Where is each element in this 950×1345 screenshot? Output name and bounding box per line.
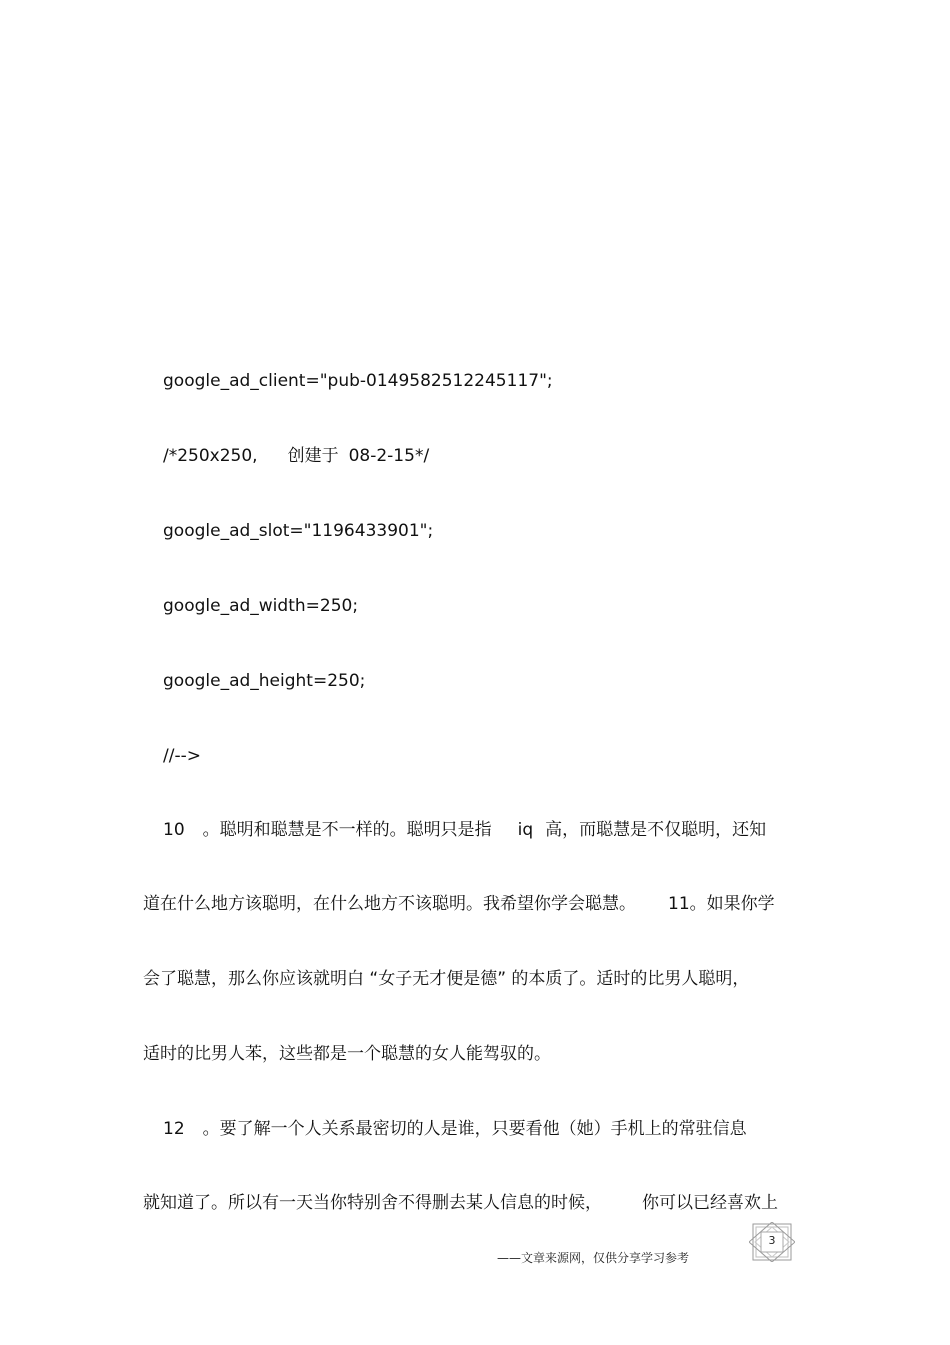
- paragraph-text: 。聪明和聪慧是不一样的。聪明只是指: [202, 820, 492, 840]
- paragraph-text: 。如果你学: [689, 894, 775, 914]
- paragraph-text: 道在什么地方该聪明，在什么地方不该聪明。我希望你学会聪慧。: [143, 894, 636, 914]
- item-number: 12: [163, 1119, 185, 1139]
- code-text: /*250x250,: [163, 446, 258, 466]
- paragraph-11-line-3: [143, 968, 749, 990]
- paragraph-10-line-1: [163, 819, 766, 841]
- paragraph-text: 你可以已经喜欢上: [642, 1193, 778, 1213]
- code-line-ad-height: [163, 670, 365, 692]
- code-line-ad-width: [163, 595, 358, 617]
- code-text: //-->: [163, 746, 201, 766]
- code-text: google_ad_slot="1196433901";: [163, 521, 434, 541]
- code-line-comment: [163, 445, 429, 467]
- code-text: 创建于: [287, 446, 339, 466]
- code-text: google_ad_width=250;: [163, 596, 359, 616]
- page-number-badge: [749, 1222, 795, 1262]
- code-text: google_ad_client="pub-0149582512245117";: [163, 371, 553, 391]
- footer-source-note: ——文章来源网，仅供分享学习参考: [497, 1251, 690, 1265]
- paragraph-11-line-4: [143, 1043, 551, 1065]
- paragraph-text: 适时的比男人苯，这些都是一个聪慧的女人能驾驭的。: [143, 1044, 551, 1064]
- page-number: 3: [768, 1234, 776, 1247]
- item-number: 11: [668, 894, 690, 914]
- item-number: 10: [163, 820, 185, 840]
- code-text: google_ad_height=250;: [163, 671, 366, 691]
- paragraph-text: iq: [517, 820, 534, 840]
- code-line-end: [163, 745, 201, 767]
- paragraph-text: 就知道了。所以有一天当你特别舍不得删去某人信息的时候，: [143, 1193, 602, 1213]
- paragraph-text: 。要了解一个人关系最密切的人是谁，只要看他（她）手机上的常驻信息: [202, 1119, 747, 1139]
- paragraph-text: 高，而聪慧是不仅聪明，还知: [545, 820, 767, 840]
- paragraph-12-line-2: [143, 1192, 778, 1214]
- code-line-ad-slot: [163, 520, 433, 542]
- paragraph-text: 会了聪慧，那么你应该就明白 “女子无才便是德” 的本质了。适时的比男人聪明，: [143, 969, 750, 989]
- code-line-ad-client: [163, 370, 553, 392]
- code-text: 08-2-15*/: [348, 446, 430, 466]
- paragraph-10-line-2: [143, 893, 775, 915]
- paragraph-12-line-1: [163, 1118, 747, 1140]
